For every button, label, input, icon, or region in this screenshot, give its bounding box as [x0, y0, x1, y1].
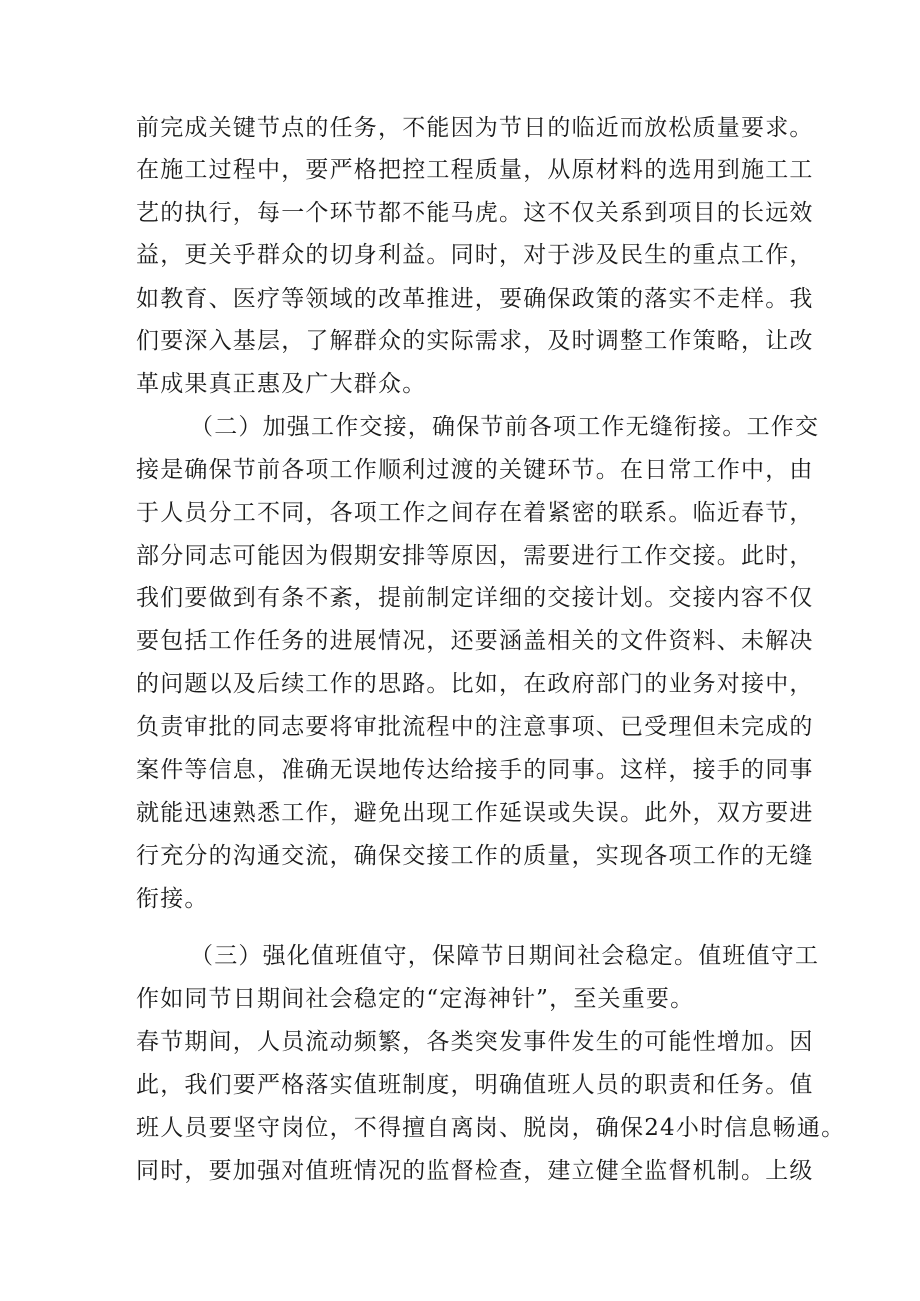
text-line: 要包括工作任务的进展情况，还要涵盖相关的文件资料、未解决	[136, 628, 814, 654]
text-line: 同时，要加强对值班情况的监督检查，建立健全监督机制。上级	[136, 1158, 814, 1184]
text-line: 前完成关键节点的任务，不能因为节日的临近而放松质量要求。	[136, 115, 814, 141]
text-line: 春节期间，人员流动频繁，各类突发事件发生的可能性增加。因	[136, 1029, 814, 1055]
text-line: 作如同节日期间社会稳定的“定海神针”，至关重要。	[136, 986, 695, 1012]
text-line: 们要深入基层，了解群众的实际需求，及时调整工作策略，让改	[136, 328, 814, 354]
section-heading-line: （三）强化值班值守，保障节日期间社会稳定。值班值守工	[190, 943, 820, 969]
text-line: 负责审批的同志要将审批流程中的注意事项、已受理但未完成的	[136, 714, 814, 740]
text-line: 在施工过程中，要严格把控工程质量，从原材料的选用到施工工	[136, 157, 814, 183]
text-line: 行充分的沟通交流，确保交接工作的质量，实现各项工作的无缝	[136, 843, 814, 869]
text-line: 接是确保节前各项工作顺利过渡的关键环节。在日常工作中，由	[136, 457, 814, 483]
text-line: 我们要做到有条不紊，提前制定详细的交接计划。交接内容不仅	[136, 585, 814, 611]
text-line: 如教育、医疗等领域的改革推进，要确保政策的落实不走样。我	[136, 286, 814, 312]
text-line: 就能迅速熟悉工作，避免出现工作延误或失误。此外，双方要进	[136, 800, 814, 826]
text-line: 益，更关乎群众的切身利益。同时，对于涉及民生的重点工作，	[136, 242, 814, 268]
text-line: 艺的执行，每一个环节都不能马虎。这不仅关系到项目的长远效	[136, 200, 814, 226]
text-line: 于人员分工不同，各项工作之间存在着紧密的联系。临近春节，	[136, 500, 814, 526]
text-line: 此，我们要严格落实值班制度，明确值班人员的职责和任务。值	[136, 1072, 814, 1098]
text-line: 部分同志可能因为假期安排等原因，需要进行工作交接。此时，	[136, 543, 814, 569]
text-line: 革成果真正惠及广大群众。	[136, 371, 427, 397]
text-line: 案件等信息，准确无误地传达给接手的同事。这样，接手的同事	[136, 757, 814, 783]
text-line: 班人员要坚守岗位，不得擅自离岗、脱岗，确保24小时信息畅通。	[136, 1115, 846, 1141]
text-line: 衔接。	[136, 886, 209, 912]
text-line: 的问题以及后续工作的思路。比如，在政府部门的业务对接中，	[136, 671, 814, 697]
section-heading-line: （二）加强工作交接，确保节前各项工作无缝衔接。工作交	[190, 414, 820, 440]
